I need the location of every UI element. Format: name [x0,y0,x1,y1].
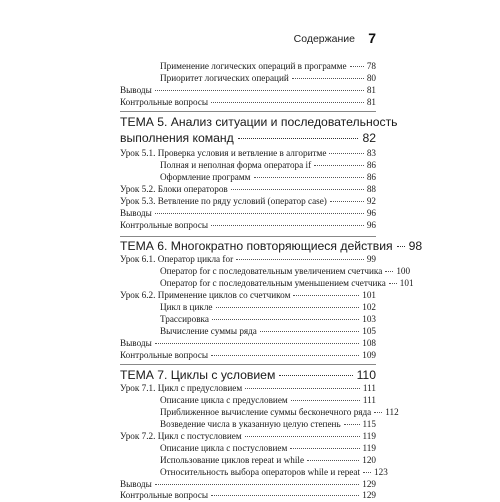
dot-leader [389,283,397,284]
toc-entry[interactable]: Контрольные вопросы 96 [120,220,376,230]
dot-leader [293,295,359,296]
dot-leader [374,412,382,413]
dot-leader [397,246,405,247]
toc-entry[interactable]: Оператор for с последовательным увеличением счетчика 100 [160,266,411,276]
dot-leader [211,102,364,103]
topic-7-heading[interactable]: ТЕМА 7. Циклы с условием 110 [120,368,376,382]
toc-entry[interactable]: Урок 7.2. Цикл с постусловием 119 [120,431,376,441]
topic-6-heading[interactable]: ТЕМА 6. Многократно повторяющиеся действия 98 [120,239,423,253]
dot-leader [212,319,359,320]
toc-entry[interactable]: Контрольные вопросы 109 [120,350,376,360]
toc-entry[interactable]: Урок 5.3. Ветвление по ряду условий (оператор case) 92 [120,196,376,206]
dot-leader [291,400,360,401]
dot-leader [290,448,359,449]
dot-leader [155,90,364,91]
toc-entry[interactable]: Контрольные вопросы 81 [120,97,376,107]
dot-leader [211,355,359,356]
dot-leader [254,177,364,178]
toc-entry[interactable]: Применение логических операций в программе 78 [160,61,376,71]
toc-entry[interactable]: Выводы 96 [120,208,376,218]
toc-entry[interactable]: Выводы 129 [120,479,376,489]
section-divider [120,111,376,112]
dot-leader [292,78,364,79]
dot-leader [155,213,364,214]
dot-leader [216,307,360,308]
running-head-title: Содержание [293,33,355,45]
dot-leader [211,225,364,226]
toc-entry[interactable]: Урок 7.1. Цикл с предусловием 111 [120,383,376,393]
dot-leader [155,343,359,344]
toc-entry[interactable]: Урок 6.2. Применение циклов со счетчиком 101 [120,290,376,300]
toc-entry[interactable]: Урок 5.2. Блоки операторов 88 [120,184,376,194]
toc-entry[interactable]: Описание цикла с постусловием 119 [160,443,376,453]
dot-leader [385,271,393,272]
dot-leader [314,165,364,166]
section-divider [120,236,376,237]
topic-5-heading[interactable]: ТЕМА 5. Анализ ситуации и последовательность выполнения команд 82 [120,115,398,145]
dot-leader [344,424,360,425]
dot-leader [245,436,360,437]
toc-entry[interactable]: Выводы 108 [120,338,376,348]
dot-leader [211,495,359,496]
toc-entry[interactable]: Полная и неполная форма оператора if 86 [160,160,376,170]
toc-entry[interactable]: Урок 5.1. Проверка условия и ветвление в алгоритме 83 [120,148,376,158]
toc-entry[interactable]: Приоритет логических операций 80 [160,73,376,83]
section-divider [120,364,376,365]
dot-leader [155,484,359,485]
toc-entry[interactable]: Возведение числа в указанную целую степень 115 [160,419,376,429]
dot-leader [307,460,359,461]
toc-entry[interactable]: Оформление программ 86 [160,172,376,182]
dot-leader [236,259,364,260]
dot-leader [238,138,359,139]
dot-leader [260,331,359,332]
dot-leader [330,201,364,202]
toc-entry[interactable]: Вычисление суммы ряда 105 [160,326,376,336]
dot-leader [279,375,352,376]
toc-entry[interactable]: Урок 6.1. Оператор цикла for 99 [120,254,376,264]
toc-entry[interactable]: Оператор for с последовательным уменьшением счетчика 101 [160,278,414,288]
toc-entry[interactable]: Приближенное вычисление суммы бесконечного ряда 112 [160,407,399,417]
toc-entry[interactable]: Относительность выбора операторов while и repeat 123 [160,467,388,477]
toc-entry[interactable]: Использование циклов repeat и while 120 [160,455,376,465]
toc-entry[interactable]: Выводы 81 [120,85,376,95]
dot-leader [350,66,364,67]
dot-leader [245,388,360,389]
page-number: 7 [368,30,376,46]
toc-entry[interactable]: Описание цикла с предусловием 111 [160,395,376,405]
dot-leader [329,153,363,154]
dot-leader [231,189,364,190]
toc-entry[interactable]: Трассировка 103 [160,314,376,324]
toc-entry[interactable]: Контрольные вопросы 129 [120,490,376,500]
dot-leader [363,472,371,473]
toc-entry[interactable]: Цикл в цикле 102 [160,302,376,312]
